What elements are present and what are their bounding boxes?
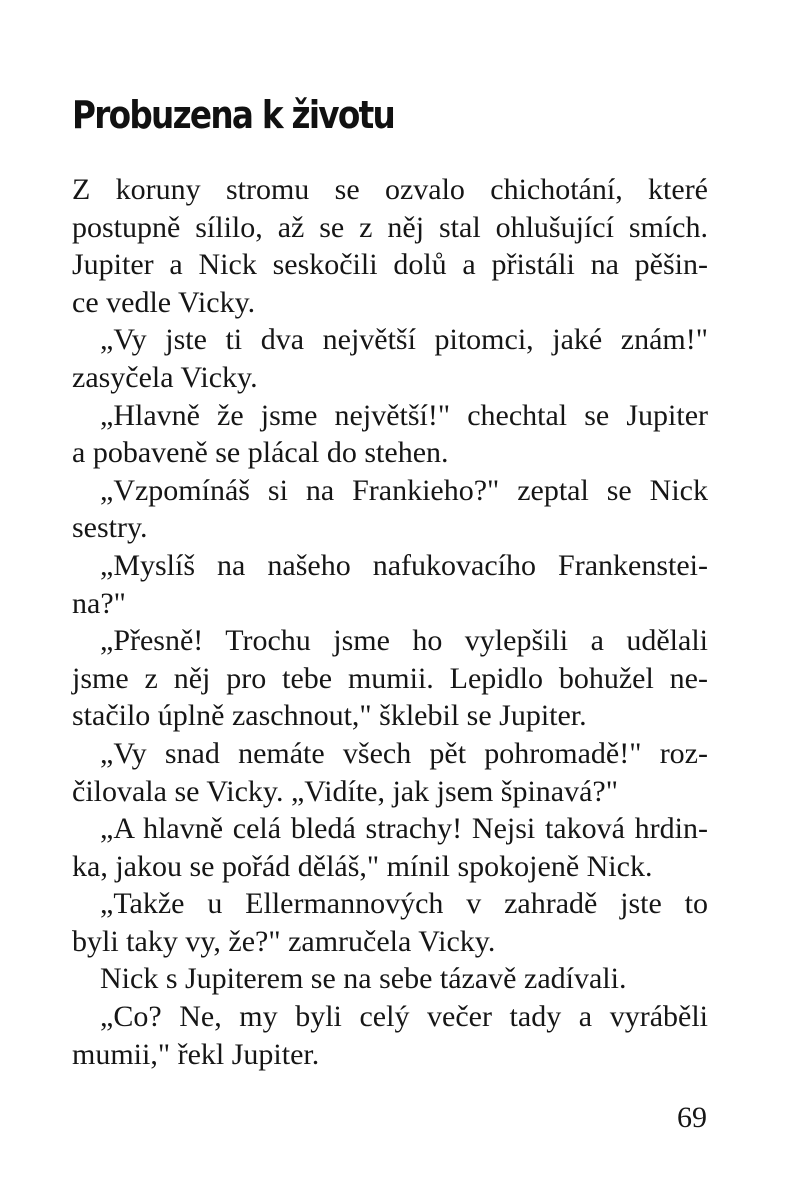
text-line: „A hlavně celá bledá strachy! Nejsi taková hrdin- [100, 812, 708, 846]
text-line: a pobaveně se plácal do stehen. [72, 436, 449, 470]
text-line: „Vy snad nemáte všech pět pohromadě!" roz- [100, 736, 708, 770]
text-line: „Co? Ne, my byli celý večer tady a vyráběli [100, 1000, 708, 1034]
text-line: ka, jakou se pořád děláš," mínil spokojeně Nick. [72, 849, 653, 883]
text-line: stačilo úplně zaschnout," šklebil se Jupiter. [72, 699, 587, 733]
text-line: „Hlavně že jsme největší!" chechtal se Jupiter [100, 398, 708, 432]
text-line: zasyčela Vicky. [72, 360, 258, 394]
page-title: Probuzena k životu [72, 93, 395, 137]
text-line: jsme z něj pro tebe mumii. Lepidlo bohužel ne- [72, 661, 708, 695]
page-number: 69 [677, 1101, 707, 1134]
text-line: Z koruny stromu se ozvalo chichotání, které [72, 173, 708, 206]
text-line: „Myslíš na našeho nafukovacího Frankenstei- [100, 548, 708, 582]
text-line: sestry. [72, 511, 148, 545]
text-line: Jupiter a Nick seskočili dolů a přistáli na pěšin- [72, 248, 708, 282]
text-line: „Přesně! Trochu jsme ho vylepšili a udělali [100, 624, 708, 658]
text-line: čilovala se Vicky. „Vidíte, jak jsem špinavá?" [72, 774, 618, 808]
text-line: mumii," řekl Jupiter. [72, 1037, 320, 1071]
text-line: na?" [72, 586, 126, 620]
text-line: „Vzpomínáš si na Frankieho?" zeptal se Nick [100, 473, 708, 507]
text-line: „Vy jste ti dva největší pitomci, jaké znám!" [100, 323, 708, 357]
text-line: ce vedle Vicky. [72, 285, 256, 319]
chapter-body [72, 171, 708, 1073]
text-line: byli taky vy, že?" zamručela Vicky. [72, 924, 496, 958]
text-line: „Takže u Ellermannových v zahradě jste to [100, 887, 708, 921]
text-line: postupně sílilo, až se z něj stal ohlušující smích. [72, 210, 708, 244]
text-line: Nick s Jupiterem se na sebe tázavě zadívali. [100, 962, 627, 996]
